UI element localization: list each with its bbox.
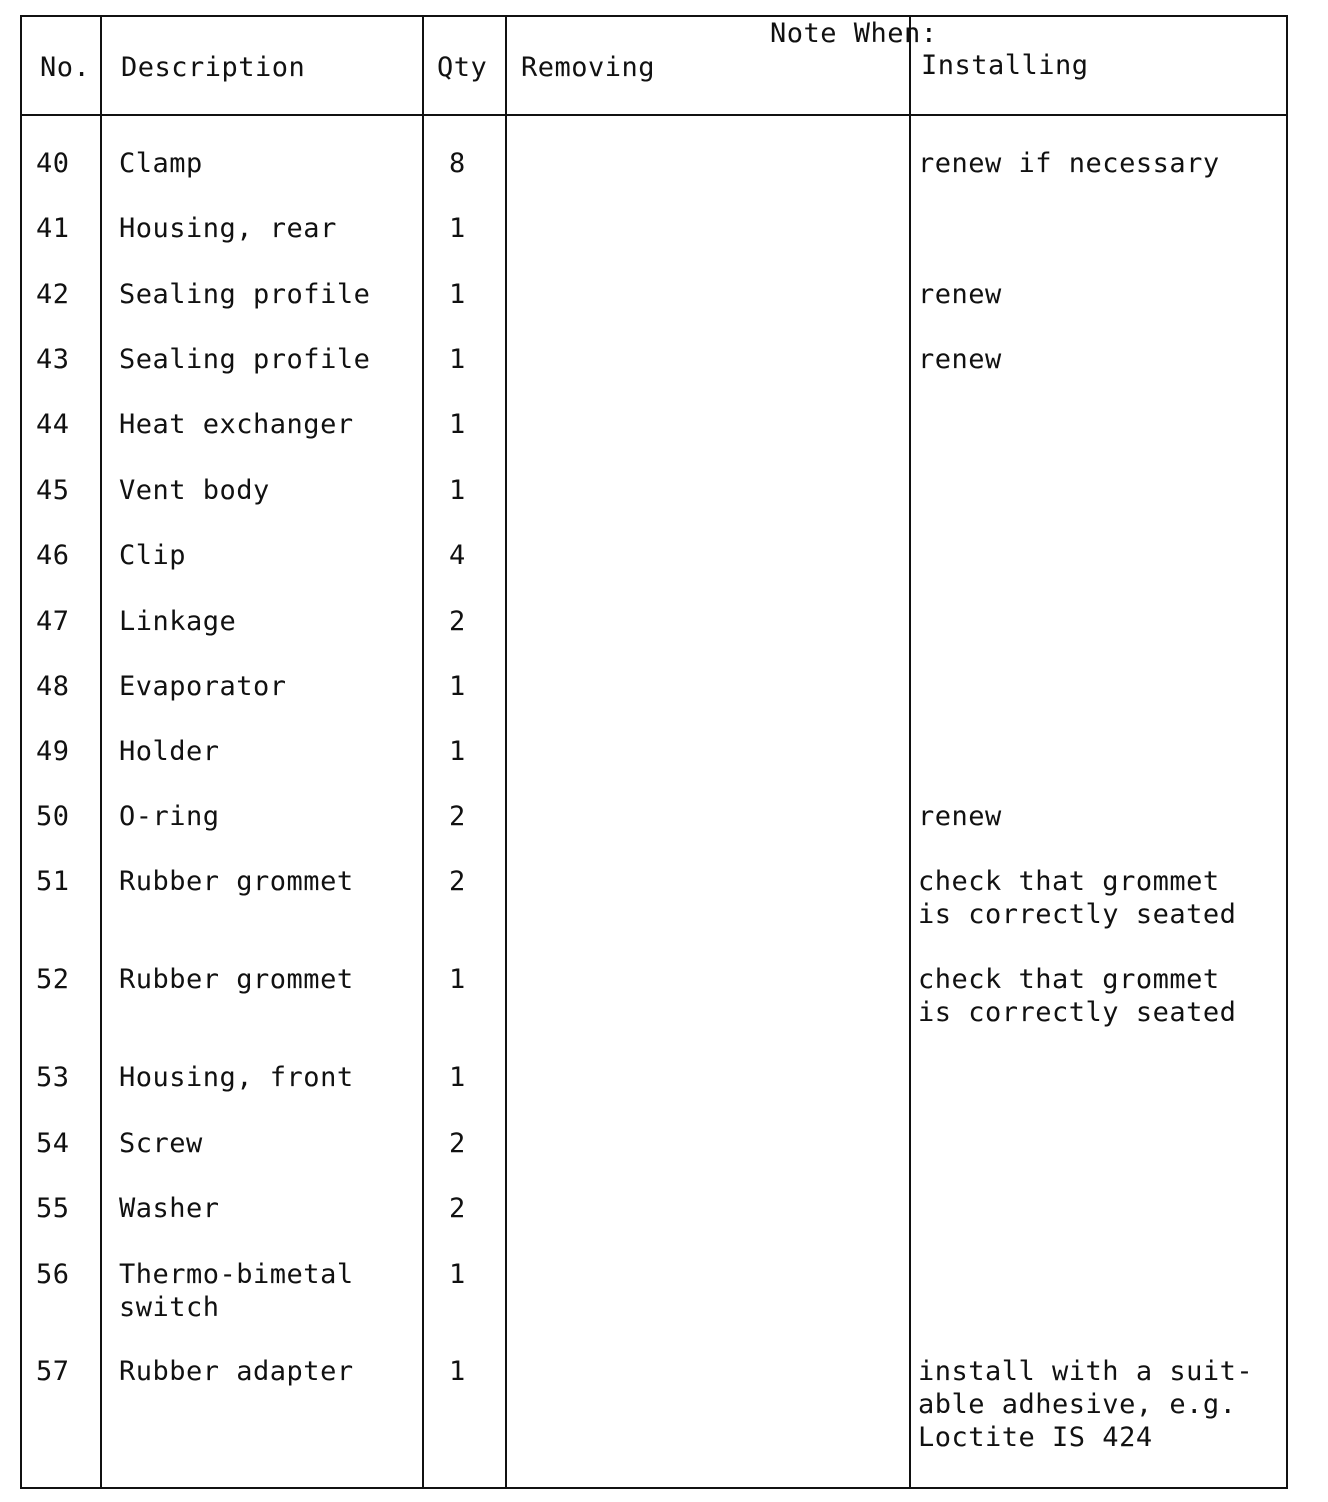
cell-description: Sealing profile: [119, 344, 371, 375]
cell-no: 45: [36, 475, 70, 506]
cell-no: 52: [36, 964, 70, 995]
cell-no: 48: [36, 671, 70, 702]
cell-qty: 1: [449, 344, 466, 375]
header-description: Description: [121, 52, 306, 83]
cell-description: Rubber grommet: [119, 964, 354, 995]
cell-qty: 1: [449, 1062, 466, 1093]
cell-qty: 2: [449, 801, 466, 832]
cell-qty: 2: [449, 866, 466, 897]
cell-description: Linkage: [119, 606, 237, 637]
cell-no: 55: [36, 1193, 70, 1224]
cell-installing: check that grommet is correctly seated: [918, 866, 1237, 930]
cell-qty: 1: [449, 1259, 466, 1290]
cell-description: Housing, front: [119, 1062, 354, 1093]
cell-qty: 1: [449, 475, 466, 506]
cell-description: O-ring: [119, 801, 220, 832]
cell-installing: renew: [918, 279, 1002, 310]
cell-installing: renew: [918, 344, 1002, 375]
col-divider-description: [422, 17, 424, 1487]
parts-table: [20, 15, 1288, 1489]
cell-description: Vent body: [119, 475, 270, 506]
cell-qty: 8: [449, 148, 466, 179]
cell-qty: 1: [449, 964, 466, 995]
cell-no: 42: [36, 279, 70, 310]
cell-no: 56: [36, 1259, 70, 1290]
header-no: No.: [40, 52, 91, 83]
col-divider-no: [100, 17, 102, 1487]
cell-description: Holder: [119, 736, 220, 767]
cell-description: Washer: [119, 1193, 220, 1224]
header-note-when: Note When:: [770, 18, 938, 49]
cell-qty: 1: [449, 213, 466, 244]
cell-no: 57: [36, 1356, 70, 1387]
cell-installing: install with a suit- able adhesive, e.g. Loctite IS 424: [918, 1356, 1254, 1453]
cell-description: Rubber adapter: [119, 1356, 354, 1387]
col-divider-removing: [909, 17, 911, 1487]
cell-qty: 4: [449, 540, 466, 571]
cell-installing: check that grommet is correctly seated: [918, 964, 1237, 1028]
cell-no: 43: [36, 344, 70, 375]
cell-qty: 1: [449, 409, 466, 440]
cell-description: Sealing profile: [119, 279, 371, 310]
cell-description: Thermo-bimetal switch: [119, 1259, 354, 1323]
cell-qty: 1: [449, 736, 466, 767]
cell-description: Evaporator: [119, 671, 287, 702]
cell-no: 50: [36, 801, 70, 832]
cell-no: 47: [36, 606, 70, 637]
cell-no: 44: [36, 409, 70, 440]
cell-description: Clip: [119, 540, 187, 571]
cell-qty: 1: [449, 671, 466, 702]
cell-no: 54: [36, 1128, 70, 1159]
cell-installing: renew if necessary: [918, 148, 1220, 179]
cell-description: Rubber grommet: [119, 866, 354, 897]
col-divider-qty: [505, 17, 507, 1487]
cell-description: Heat exchanger: [119, 409, 354, 440]
cell-no: 46: [36, 540, 70, 571]
cell-installing: renew: [918, 801, 1002, 832]
header-divider: [22, 114, 1286, 116]
cell-qty: 2: [449, 1128, 466, 1159]
cell-qty: 1: [449, 279, 466, 310]
cell-no: 41: [36, 213, 70, 244]
cell-qty: 2: [449, 1193, 466, 1224]
cell-description: Screw: [119, 1128, 203, 1159]
cell-qty: 2: [449, 606, 466, 637]
cell-qty: 1: [449, 1356, 466, 1387]
header-installing: Installing: [921, 50, 1089, 81]
header-removing: Removing: [521, 52, 656, 83]
cell-no: 40: [36, 148, 70, 179]
cell-no: 49: [36, 736, 70, 767]
cell-no: 53: [36, 1062, 70, 1093]
cell-description: Housing, rear: [119, 213, 337, 244]
header-qty: Qty: [437, 52, 488, 83]
cell-no: 51: [36, 866, 70, 897]
cell-description: Clamp: [119, 148, 203, 179]
